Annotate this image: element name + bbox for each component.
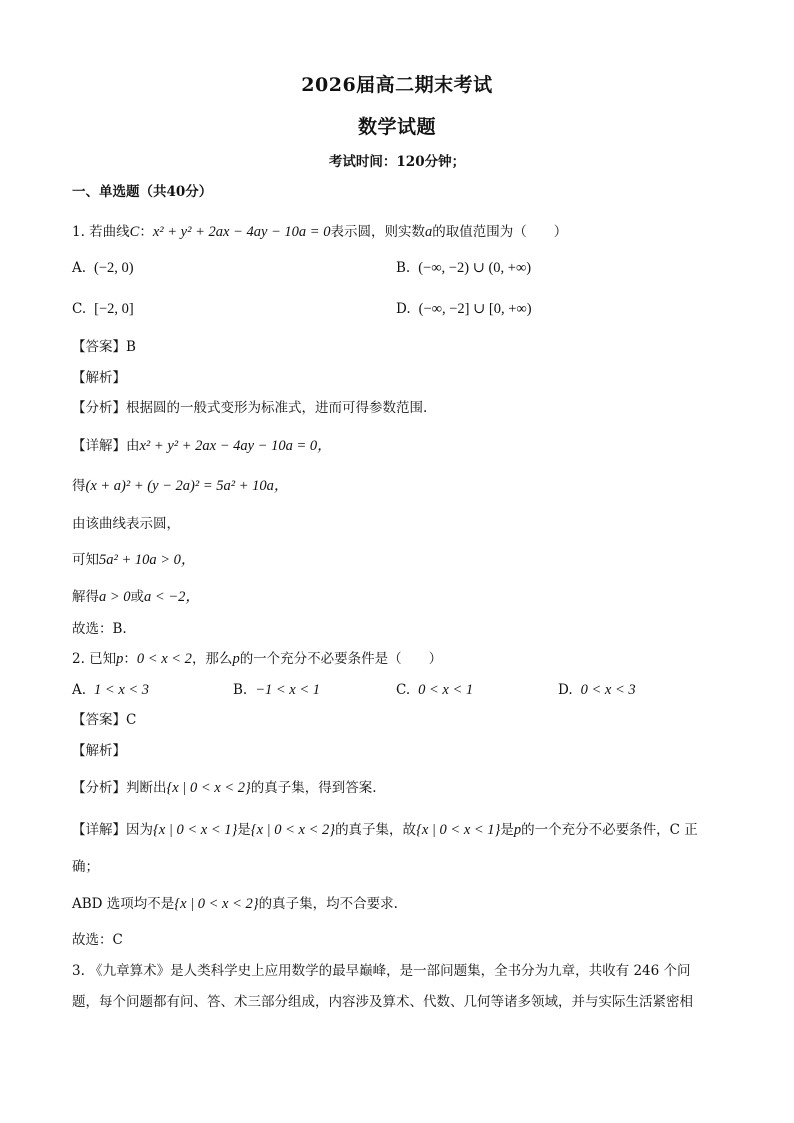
option-label: D. [396,301,411,317]
q2-abd-set: {x | 0 < x < 2} [174,896,259,912]
q2-p-ref: p [232,651,240,667]
q1-answer: 【答案】B [72,339,136,355]
q1-stem-prefix: 1. 若曲线 [72,224,130,240]
q1-option-a [72,258,134,278]
q1-equation: x² + y² + 2ax − 4ay − 10a = 0 [152,224,331,240]
q1-option-d [396,299,532,319]
q2-abd-suffix: 的真子集，均不合要求. [258,896,398,912]
q1-analysis: 【分析】根据圆的一般式变形为标准式，进而可得参数范围. [72,400,428,416]
option-label: A. [72,682,87,698]
q1-analysis-label: 【解析】 [72,370,126,386]
option-value: 1 < x < 3 [94,682,150,698]
option-value: (−∞, −2) ∪ (0, +∞) [418,260,532,276]
q2-detail-suffix: 的一个充分不必要条件，C 正 [521,822,698,838]
option-value: (−2, 0) [94,260,134,276]
q1-step-5 [72,587,200,607]
q2-option-a [72,680,149,700]
q2-analysis [72,778,377,798]
exam-title: 2026届高二期末考试 [301,74,493,96]
question-3-line-2: 题，每个问题都有问、答、术三部分组成，内容涉及算术、代数、几何等诸多领域，并与实际生活紧密相 [72,994,693,1010]
q2-stem-prefix: 2. 已知 [72,651,117,667]
q2-analysis-set: {x | 0 < x < 2} [166,780,251,796]
option-label: A. [72,260,87,276]
q1-detail [72,436,332,456]
section-heading: 一、单选题（共40分） [72,184,213,200]
q2-detail-is: 是 [237,822,251,838]
q2-analysis-label: 【解析】 [72,743,126,759]
subject-title: 数学试题 [357,116,436,138]
q1-colon: ： [139,224,153,240]
option-label: C. [396,682,411,698]
option-value: [−2, 0] [94,301,134,317]
q2-answer: 【答案】C [72,712,137,728]
q2-detail-is2: 是 [500,822,514,838]
q2-detail-continued: 确； [72,859,99,875]
q2-stem-middle: ，那么 [191,651,233,667]
q2-conclusion: 故选：C [72,932,123,948]
q2-detail-set2: {x | 0 < x < 2} [250,822,336,838]
option-value: (−∞, −2] ∪ [0, +∞) [418,301,532,317]
option-value: 0 < x < 1 [418,682,474,698]
q2-analysis-suffix: 的真子集，得到答案. [250,780,377,796]
q1-stem-middle: 表示圆，则实数 [330,224,425,240]
q1-step2-prefix: 得 [72,478,86,494]
option-label: D. [558,682,573,698]
q2-option-d [558,680,636,700]
q1-step5-eq2: a < −2， [144,589,200,605]
q1-param: a [424,224,433,240]
q2-p: p [116,651,124,667]
q2-abd-note [72,894,398,914]
q2-detail-set1: {x | 0 < x < 1} [153,822,238,838]
q1-option-b [396,258,531,278]
q1-step5-eq1: a > 0 [99,589,131,605]
q1-step4-prefix: 可知 [72,552,99,568]
q2-colon: ： [123,651,137,667]
option-label: B. [396,260,411,276]
exam-time: 考试时间：120分钟； [328,154,466,170]
q2-detail-p: p [513,822,522,838]
question-1-stem [72,222,567,242]
q1-step4-equation: 5a² + 10a > 0， [99,552,196,568]
q2-stem-suffix: 的一个充分不必要条件是（ ） [239,651,443,667]
q1-step2-equation: (x + a)² + (y − 2a)² = 5a² + 10a， [85,478,289,494]
q2-detail-set3: {x | 0 < x < 1} [416,822,501,838]
q1-stem-suffix: 的取值范围为（ ） [432,224,568,240]
q1-option-c [72,299,134,319]
q2-detail-mid: 的真子集，故 [335,822,417,838]
q2-abd-prefix: ABD 选项均不是 [72,896,175,912]
option-value: −1 < x < 1 [255,682,321,698]
q2-detail [72,820,698,840]
q2-option-b [233,680,320,700]
q1-detail-equation: x² + y² + 2ax − 4ay − 10a = 0， [139,438,332,454]
q2-option-c [396,680,473,700]
q2-detail-prefix: 【详解】因为 [72,822,153,838]
q1-step5-prefix: 解得 [72,589,99,605]
q1-step-2 [72,476,288,496]
q1-curve-name: C [129,224,140,240]
q1-conclusion: 故选：B. [72,621,127,637]
q1-step-4 [72,550,195,570]
question-2-stem [72,649,442,669]
q2-analysis-prefix: 【分析】判断出 [72,780,167,796]
q2-condition: 0 < x < 2 [136,651,192,667]
option-label: C. [72,301,87,317]
option-value: 0 < x < 3 [580,682,636,698]
option-label: B. [233,682,248,698]
q1-step5-mid: 或 [130,589,145,605]
question-3-line-1: 3. 《九章算术》是人类科学史上应用数学的最早巅峰，是一部问题集，全书分为九章，共收有 246 个问 [72,963,691,979]
q1-detail-prefix: 【详解】由 [72,438,140,454]
q1-step-3: 由该曲线表示圆， [72,516,180,532]
